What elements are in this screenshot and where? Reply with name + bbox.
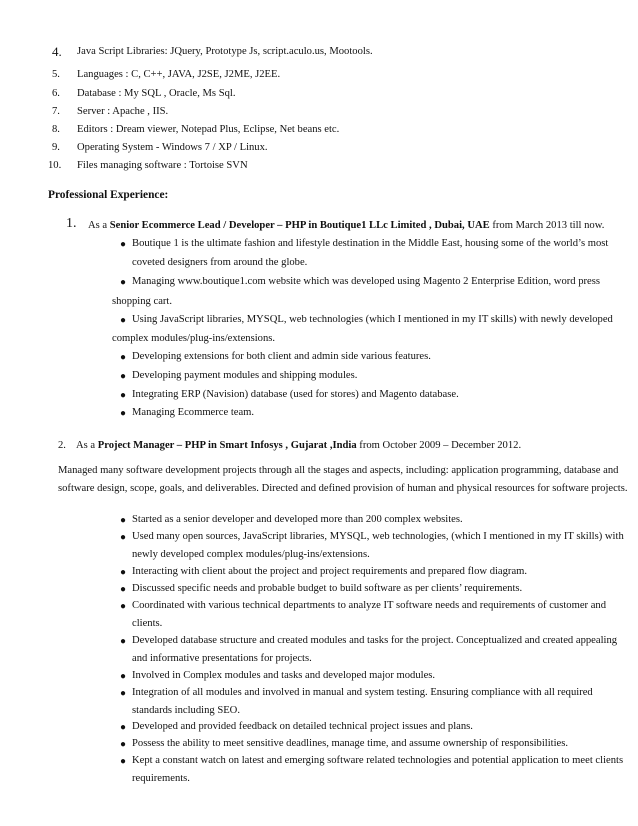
skill-number: 4. [52,44,62,59]
skill-item: Server : Apache , IIS. [77,106,169,117]
skill-item: Editors : Dream viewer, Notepad Plus, Eclipse, Net beans etc. [77,124,340,135]
skill-number: 7. [52,106,60,117]
bullet-icon: ● [120,277,127,288]
job-bullet-continuation: requirements. [132,773,190,784]
skill-item: Files managing software : Tortoise SVN [77,160,248,171]
skill-item: Database : My SQL , Oracle, Ms Sql. [77,88,236,99]
skill-number: 10. [48,160,62,171]
job-bullet: Managing Ecommerce team. [132,407,255,418]
job-period: from October 2009 – December 2012. [359,440,522,451]
job-bullet: Used many open sources, JavaScript libraries, MYSQL, web technologies, (which I mentioned in my IT skills) with [132,531,624,542]
bullet-icon: ● [120,567,127,578]
job-number: 2. [58,440,66,451]
job-bullet: Developed database structure and created modules and tasks for the project. Conceptualized and created appealing [132,635,618,646]
skill-number: 8. [52,124,60,135]
job-bullet: Managing www.boutique1.com website which was developed using Magento 2 Enterprise Edition, word press [132,276,600,287]
job-prefix: As a [76,440,96,451]
bullet-icon: ● [120,739,127,750]
job-bullet: Boutique 1 is the ultimate fashion and lifestyle destination in the Middle East, housing some of the world’s most [132,238,609,249]
bullet-icon: ● [120,722,127,733]
skill-item: Languages : C, C++, JAVA, J2SE, J2ME, J2EE. [77,69,281,80]
skill-item: Operating System - Windows 7 / XP / Linux. [77,142,268,153]
job-bullet: Possess the ability to meet sensitive deadlines, manage time, and assume ownership of responsibilities. [132,738,569,749]
job-bullet: Integration of all modules and involved in manual and system testing. Ensuring compliance with all required [132,687,593,698]
bullet-icon: ● [120,636,127,647]
job-prefix: As a [88,220,108,231]
bullet-icon: ● [120,584,127,595]
job-bullet: Developed and provided feedback on detailed technical project issues and plans. [132,721,473,732]
bullet-icon: ● [120,532,127,543]
bullet-icon: ● [120,315,127,326]
job-summary: Managed many software development projects through all the stages and aspects, including: application programming, database and [58,465,619,476]
section-heading-experience: Professional Experience: [48,189,169,201]
job-bullet: Started as a senior developer and developed more than 200 complex websites. [132,514,463,525]
bullet-icon: ● [120,371,127,382]
job-bullet: Coordinated with various technical departments to analyze IT software needs and requirements of customer and [132,600,607,611]
bullet-icon: ● [120,601,127,612]
job-bullet: Kept a constant watch on latest and emerging software related technologies and potential application to meet clients [132,755,624,766]
job-summary: software design, scope, goals, and deliverables. Directed and defined provision of human and physical resources for software projects. [58,483,628,494]
job-bullet-continuation: newly developed complex modules/plug-ins/extensions. [132,549,370,560]
job-title-line [76,440,521,451]
job-title: Project Manager – PHP in Smart Infosys , Gujarat ,India [97,440,357,451]
job-bullet-continuation: complex modules/plug-ins/extensions. [112,333,276,344]
job-bullet-continuation: clients. [132,618,163,629]
job-bullet: Using JavaScript libraries, MYSQL, web technologies (which I mentioned in my IT skills) with newly developed [132,314,613,325]
bullet-icon: ● [120,515,127,526]
job-period: from March 2013 till now. [492,220,605,231]
job-title: Senior Ecommerce Lead / Developer – PHP in Boutique1 LLc Limited , Dubai, UAE [109,220,490,231]
job-bullet: Developing extensions for both client and admin side various features. [132,351,431,362]
job-bullet: Discussed specific needs and probable budget to build software as per clients’ requirements. [132,583,523,594]
skill-number: 6. [52,88,60,99]
skill-number: 5. [52,69,60,80]
job-bullet: Integrating ERP (Navision) database (used for stores) and Magento database. [132,389,459,400]
bullet-icon: ● [120,390,127,401]
job-bullet-continuation: and informative presentations for projects. [132,653,312,664]
bullet-icon: ● [120,239,127,250]
bullet-icon: ● [120,671,127,682]
bullet-icon: ● [120,756,127,767]
job-number: 1. [66,216,77,231]
job-bullet-continuation: shopping cart. [112,296,173,307]
bullet-icon: ● [120,408,127,419]
job-bullet: Interacting with client about the project and project requirements and prepared flow diagram. [132,566,528,577]
bullet-icon: ● [120,688,127,699]
job-bullet-continuation: coveted designers from around the globe. [132,257,308,268]
job-title-line [88,220,604,231]
job-bullet: Involved in Complex modules and tasks and developed major modules. [132,670,436,681]
job-bullet: Developing payment modules and shipping modules. [132,370,358,381]
skill-item: Java Script Libraries: JQuery, Prototype Js, script.aculo.us, Mootools. [77,46,373,57]
bullet-icon: ● [120,352,127,363]
skill-number: 9. [52,142,60,153]
job-bullet-continuation: standards including SEO. [132,705,240,716]
